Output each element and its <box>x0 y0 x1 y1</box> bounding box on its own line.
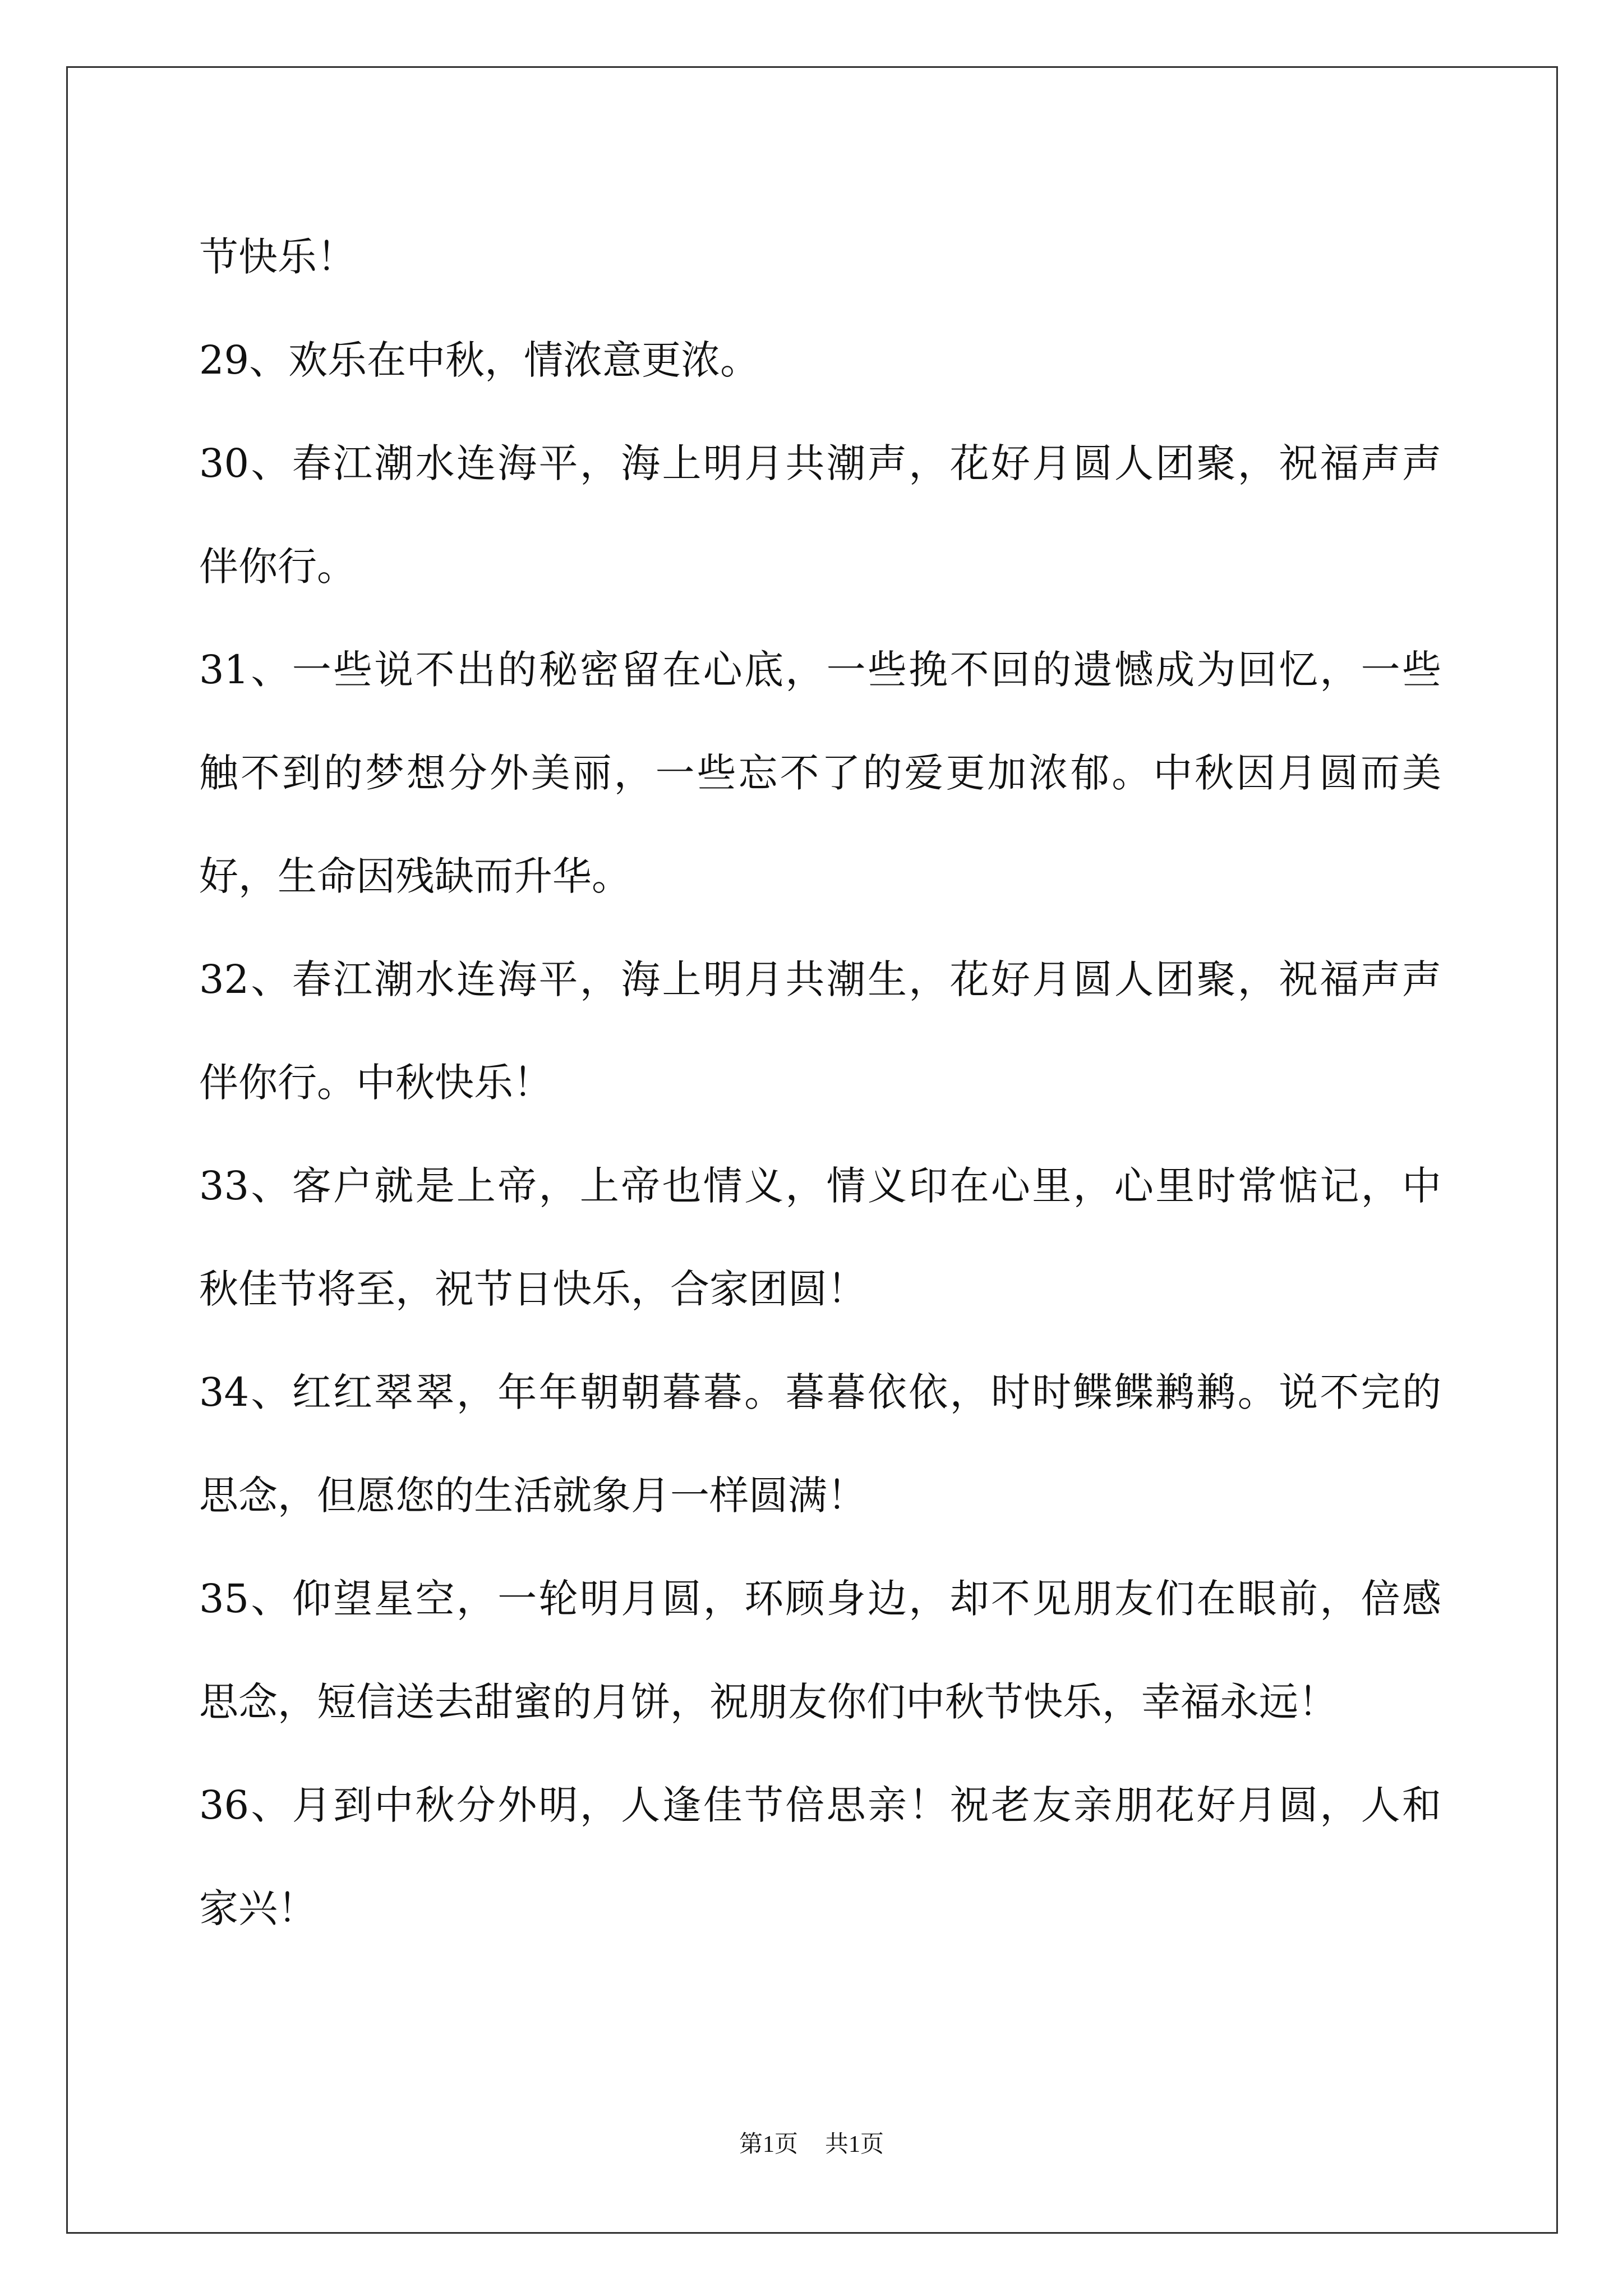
text-line: 好，生命因残缺而升华。 <box>199 853 631 899</box>
text-line: 家兴！ <box>199 1885 317 1931</box>
page-number: 第1页 <box>739 2132 798 2157</box>
text-line: 36、月到中秋分外明，人逢佳节倍思亲！祝老友亲朋花好月圆，人和 <box>199 1782 1441 1828</box>
text-line: 31、一些说不出的秘密留在心底，一些挽不回的遗憾成为回忆，一些 <box>199 647 1441 693</box>
text-line: 思念，短信送去甜蜜的月饼，祝朋友你们中秋节快乐，幸福永远！ <box>199 1679 1338 1725</box>
text-line: 触不到的梦想分外美丽，一些忘不了的爱更加浓郁。中秋因月圆而美 <box>199 750 1441 796</box>
text-line: 伴你行。 <box>199 544 356 590</box>
text-line: 伴你行。中秋快乐！ <box>199 1060 552 1106</box>
text-line: 秋佳节将至，祝节日快乐，合家团圆！ <box>199 1266 866 1312</box>
text-line: 思念，但愿您的生活就象月一样圆满！ <box>199 1473 866 1519</box>
total-pages: 共1页 <box>825 2132 884 2157</box>
text-line: 29、欢乐在中秋，情浓意更浓。 <box>199 337 760 383</box>
document-body <box>199 222 1441 1976</box>
text-line: 34、红红翠翠，年年朝朝暮暮。暮暮依依，时时鲽鲽鹣鹣。说不完的 <box>199 1369 1441 1415</box>
text-line: 35、仰望星空，一轮明月圆，环顾身边，却不见朋友们在眼前，倍感 <box>199 1576 1441 1622</box>
text-line: 节快乐！ <box>199 234 356 280</box>
text-line: 30、春江潮水连海平，海上明月共潮声，花好月圆人团聚，祝福声声 <box>199 440 1441 486</box>
text-line: 32、春江潮水连海平，海上明月共潮生，花好月圆人团聚，祝福声声 <box>199 956 1441 1002</box>
page-footer <box>0 2129 1623 2160</box>
text-line: 33、客户就是上帝，上帝也情义，情义印在心里，心里时常惦记，中 <box>199 1163 1441 1209</box>
